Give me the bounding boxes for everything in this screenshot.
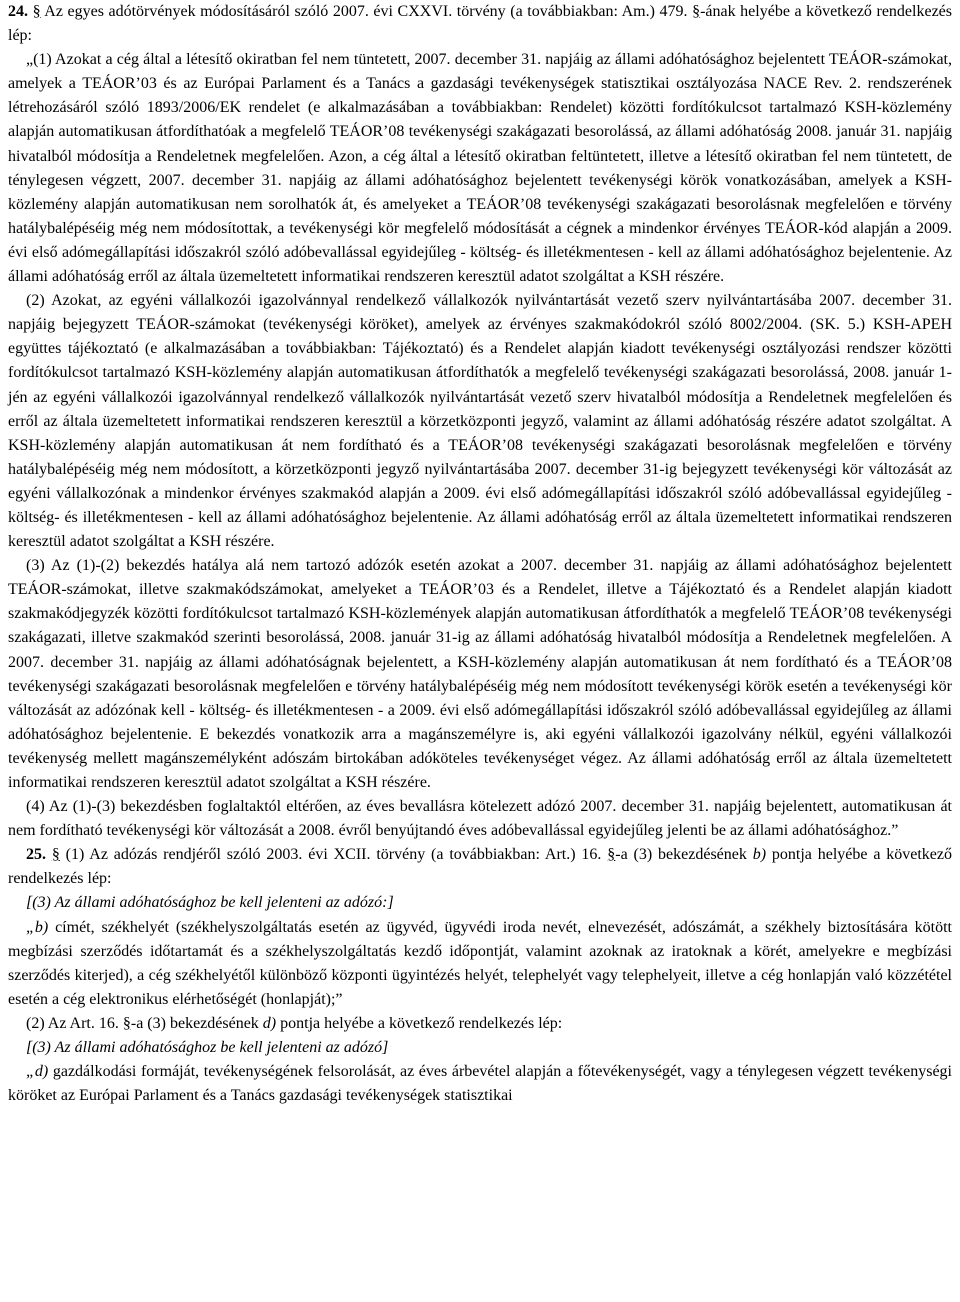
point-label: „d) xyxy=(26,1063,49,1081)
text: pontja helyébe a következő rendelkezés lép: xyxy=(8,846,953,888)
text: pontja helyébe a következő rendelkezés lép: xyxy=(276,1014,563,1032)
section-symbol: § xyxy=(607,846,616,864)
point-label: b) xyxy=(752,846,767,864)
section-symbol: § xyxy=(692,3,701,20)
text: (2) Az Art. 16. xyxy=(26,1014,123,1032)
section-symbol: § xyxy=(32,3,41,20)
section-symbol: § xyxy=(51,846,60,864)
text: -a (3) bekezdésének xyxy=(130,1014,263,1032)
paragraph-25-2 xyxy=(8,1012,952,1036)
text: Az egyes adótörvények módosításáról szóló 2007. évi CXXVI. törvény (a továbbiakban: Am.) 479. xyxy=(40,3,693,20)
text: (1) Az adózás rendjéről szóló 2003. évi XCII. törvény (a továbbiakban: Art.) 16. xyxy=(59,846,608,864)
bracket-heading-2: [(3) Az állami adóhatósághoz be kell jelenteni az adózó] xyxy=(26,1039,389,1057)
section-symbol: § xyxy=(122,1014,131,1032)
text: -a (3) bekezdésének xyxy=(615,846,753,864)
section-number: 24. xyxy=(8,3,28,20)
point-label: d) xyxy=(262,1014,277,1032)
text: -ának helyébe a következő rendelkezés lép: xyxy=(8,3,953,45)
paragraph-24-1: „(1) Azokat a cég által a létesítő okiratban fel nem tüntetett, 2007. december 31. napjáig az állami adóhatósághoz bejelentett TEÁOR-számokat, amelyek a TEÁOR’03 és az Európai Parlament és a Tanács a gazdasági tevékenységek statisztikai osztályozása NACE Rev. 2. rendszerének létrehozásáról szóló 1893/2006/EK rendelet (e alkalmazásában a továbbiakban: Rendelet) közötti fordítókulcsot tartalmazó KSH-közlemény alapján automatikusan átfordíthatóak a megfelelő TEÁOR’08 tevékenységi szakágazati besorolássá, az állami adóhatóság 2008. január 31. napjáig hivatalból módosítja a Rendeletnek megfelelően. Azon, a cég által a létesítő okiratban feltüntetett, illetve a létesítő okiratban fel nem tüntetett, de ténylegesen végzett, 2007. december 31. napjáig az állami adóhatósághoz bejelentett tevékenységi körök vonatkozásában, amelyek a KSH-közlemény alapján automatikusan nem sorolhatók át, és amelyeket a TEÁOR’08 tevékenységi szakágazati besorolásnak megfelelően e törvény hatálybalépéséig még nem módosítottak, a tevékenységi kör megfelelő módosítását a cégnek a mindenkor érvényes TEÁOR-kód alapján a 2009. évi első adómegállapítási időszakról szóló adóbevallással egyidejűleg - költség- és illetékmentesen - kell az állami adóhatósághoz bejelentenie. Az állami adóhatóság erről az általa üzemeltetett informatikai rendszeren keresztül adatot szolgáltat a KSH részére. xyxy=(8,51,952,286)
paragraph-24-4: (4) Az (1)-(3) bekezdésben foglaltaktól eltérően, az éves bevallásra kötelezett adózó 2007. december 31. napjáig bejelentett, automatikusan át nem fordítható tevékenységi kör változását a 2008. évről benyújtandó éves adóbevallással egyidejűleg jelenti be az állami adóhatósághoz.” xyxy=(8,798,952,840)
section-25-heading xyxy=(8,843,952,891)
paragraph-25-d xyxy=(8,1060,952,1108)
text: gazdálkodási formáját, tevékenységének felsorolását, az éves árbevétel alapján a főtevékenységét, vagy a ténylegesen végzett tevékenységi köröket az Európai Parlament és a Tanács gazdasági tevékenységek statisztikai xyxy=(8,1063,952,1105)
paragraph-24-3: (3) Az (1)-(2) bekezdés hatálya alá nem tartozó adózók esetén azokat a 2007. december 31. napjáig az állami adóhatósághoz bejelentett TEÁOR-számokat, illetve szakmakódszámokat, amelyeket a TEÁOR’03 és a Rendelet, illetve a Tájékoztató és a Rendelet alapján kiadott szakmakódjegyzék közötti fordítókulcsot tartalmazó KSH-közlemények alapján automatikusan átfordíthatók a megfelelő TEÁOR’08 tevékenységi szakágazati, illetve szakmakód szerinti besorolássá, 2008. január 31-ig az állami adóhatóság hivatalból módosítja a Rendeletnek megfelelően. A 2007. december 31. napjáig az állami adóhatóságnak bejelentett, a KSH-közlemény alapján automatikusan át nem fordítható és a TEÁOR’08 tevékenységi szakágazati besorolásnak megfelelően e törvény hatálybalépéséig még nem módosított tevékenységi körök esetén a tevékenységi kör változását az adózónak kell - költség- és illetékmentesen - a 2009. évi első adómegállapítási időszakról szóló adóbevallással egyidejűleg az állami adóhatósághoz bejelentenie. E bekezdés vonatkozik arra a magánszemélyre is, aki egyéni vállalkozói igazolvány nélkül, egyéni vállalkozói tevékenység mellett magánszemélyként adószám birtokában adóköteles tevékenységet végez. Az állami adóhatóság erről az általa üzemeltetett informatikai rendszeren keresztül adatot szolgáltat a KSH részére. xyxy=(8,557,952,791)
bracket-heading-1: [(3) Az állami adóhatósághoz be kell jelenteni az adózó:] xyxy=(26,894,394,912)
paragraph-24-2: (2) Azokat, az egyéni vállalkozói igazolvánnyal rendelkező vállalkozók nyilvántartását vezető szerv nyilvántartásába 2007. december 31. napjáig bejegyzett TEÁOR-számokat (tevékenységi köröket), amelyek az érvényes szakmakódokról szóló 8002/2004. (SK. 5.) KSH-APEH együttes tájékoztató (e alkalmazásában a továbbiakban: Tájékoztató) és a Rendelet alapján kiadott tevékenységi osztályozási rendszer közötti fordítókulcsot tartalmazó KSH-közlemény alapján automatikusan átfordíthatók a megfelelő tevékenységi szakágazati besorolássá, 2008. január 1-jén az egyéni vállalkozói igazolvánnyal rendelkező vállalkozók nyilvántartását vezető szerv hivatalból módosítja a Rendeletnek megfelelően és erről az általa üzemeltetett informatikai rendszeren keresztül a körzetközponti jegyző, valamint az állami adóhatóság részére adatot szolgáltat. A KSH-közlemény alapján automatikusan át nem fordítható és a TEÁOR’08 tevékenységi szakágazati besorolásnak megfelelően e törvény hatálybalépéséig még nem módosított, a körzetközponti jegyző nyilvántartásába 2007. december 31-ig bejegyzett tevékenységi kör változását az egyéni vállalkozónak a mindenkor érvényes szakmakód alapján a 2009. évi első adómegállapítási időszakról szóló adóbevallással egyidejűleg - költség- és illetékmentesen - kell az állami adóhatósághoz bejelentenie. Az állami adóhatóság erről az általa üzemeltetett informatikai rendszeren keresztül adatot szolgáltat a KSH részére. xyxy=(8,292,952,551)
text: címét, székhelyét (székhelyszolgáltatás esetén az ügyvéd, ügyvédi iroda nevét, elnevezését, adószámát, a székhely biztosítására kötött megbízási szerződés időtartamát és a székhelyszolgáltatás kezdő időpontját, valamint azoknak az iratoknak a körét, amelyekre e megbízási szerződés kiterjed), a cég székhelyétől különböző központi ügyintézés helyét, telephelyét vagy telephelyeit, illetve a cég honlapján való közzététel esetén a cég elektronikus elérhetőségét (honlapját);” xyxy=(8,918,952,1008)
section-number: 25. xyxy=(26,846,46,864)
paragraph-25-b xyxy=(8,916,952,1012)
point-label: „b) xyxy=(26,918,49,936)
section-24-heading xyxy=(8,0,952,48)
